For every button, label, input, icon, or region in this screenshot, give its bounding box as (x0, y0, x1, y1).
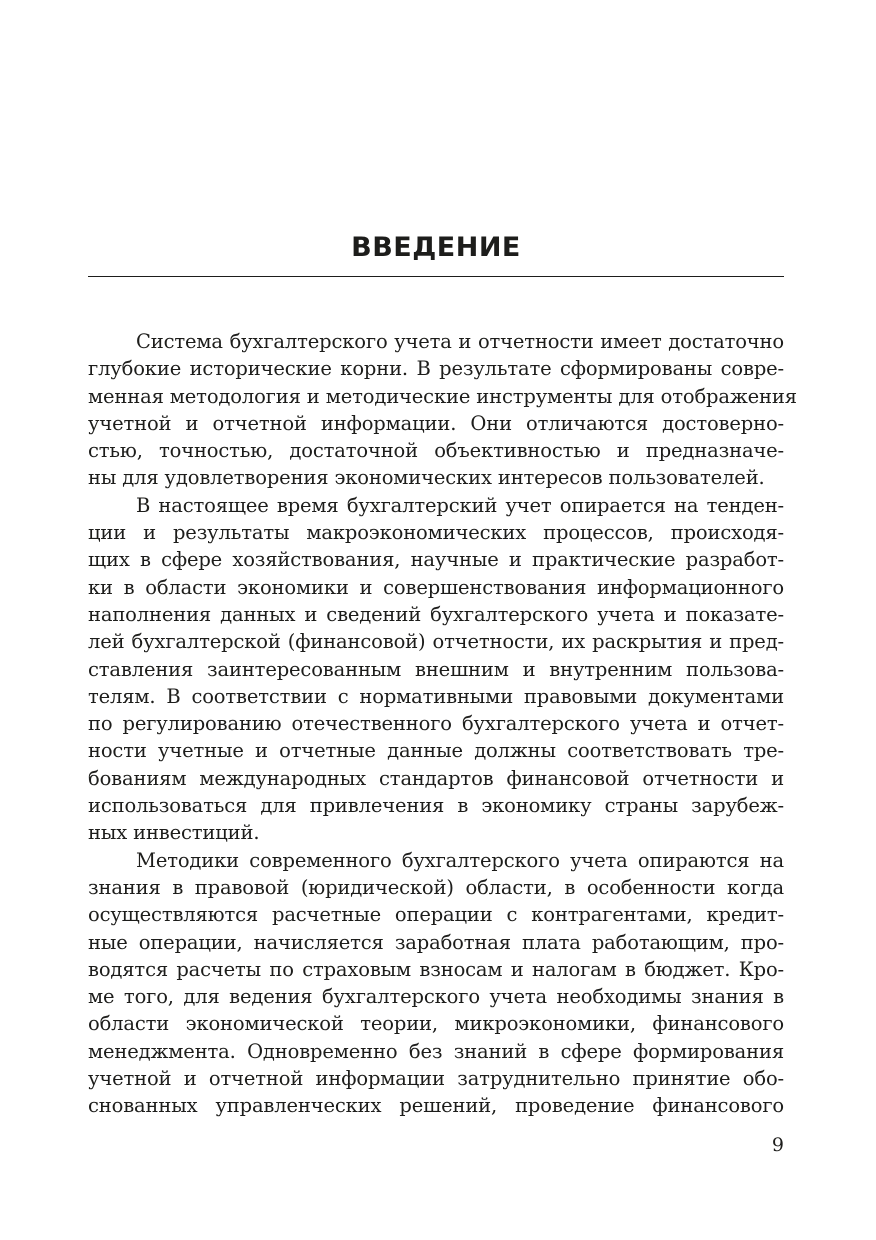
text-line: В настоящее время бухгалтерский учет опирается на тенден- (136, 493, 784, 517)
text-line: телям. В соответствии с нормативными правовыми документами (88, 684, 784, 708)
text-line: ности учетные и отчетные данные должны соответствовать тре- (88, 739, 784, 763)
text-line: бованиям международных стандартов финансовой отчетности и (88, 766, 784, 790)
text-line: осуществляются расчетные операции с контрагентами, кредит- (88, 903, 784, 927)
body-text (88, 328, 797, 1120)
text-line: по регулированию отечественного бухгалтерского учета и отчет- (88, 712, 784, 736)
section-heading: ВВЕДЕНИЕ (351, 232, 521, 263)
paragraph (88, 492, 784, 847)
text-line: использоваться для привлечения в экономику страны зарубеж- (88, 794, 784, 818)
text-line: менная методология и методические инструменты для отображения (88, 384, 797, 408)
text-line: ме того, для ведения бухгалтерского учета необходимы знания в (88, 985, 784, 1009)
text-line: ные операции, начисляется заработная плата работающим, про- (88, 930, 784, 954)
text-line: лей бухгалтерской (финансовой) отчетности, их раскрытия и пред- (88, 630, 784, 654)
text-line: знания в правовой (юридической) области, в особенности когда (88, 875, 784, 899)
paragraph (88, 328, 797, 492)
text-line: наполнения данных и сведений бухгалтерского учета и показате- (88, 602, 784, 626)
text-line: ции и результаты макроэкономических процессов, происходя- (88, 521, 784, 545)
text-line: глубокие исторические корни. В результате сформированы совре- (88, 357, 784, 381)
text-line: ки в области экономики и совершенствования информационного (88, 575, 784, 599)
text-line: стью, точностью, достаточной объективностью и предназначе- (88, 439, 784, 463)
text-line: ставления заинтересованным внешним и внутренним пользова- (88, 657, 784, 681)
text-line: области экономической теории, микроэкономики, финансового (88, 1012, 784, 1036)
text-line: Методики современного бухгалтерского учета опираются на (136, 848, 784, 872)
text-line: водятся расчеты по страховым взносам и налогам в бюджет. Кро- (88, 957, 784, 981)
text-line: ных инвестиций. (88, 821, 260, 845)
page-number: 9 (771, 1134, 784, 1156)
text-line: Система бухгалтерского учета и отчетности имеет достаточно (136, 330, 784, 353)
heading-rule (88, 276, 784, 277)
text-line: менеджмента. Одновременно без знаний в сфере формирования (88, 1039, 784, 1063)
text-line: щих в сфере хозяйствования, научные и практические разработ- (88, 548, 784, 572)
text-line: снованных управленческих решений, проведение финансового (88, 1094, 784, 1118)
text-line: ны для удовлетворения экономических интересов пользователей. (88, 466, 765, 490)
paragraph (88, 847, 784, 1120)
text-line: учетной и отчетной информации затруднительно принятие обо- (88, 1067, 784, 1091)
text-line: учетной и отчетной информации. Они отличаются достоверно- (88, 411, 784, 435)
